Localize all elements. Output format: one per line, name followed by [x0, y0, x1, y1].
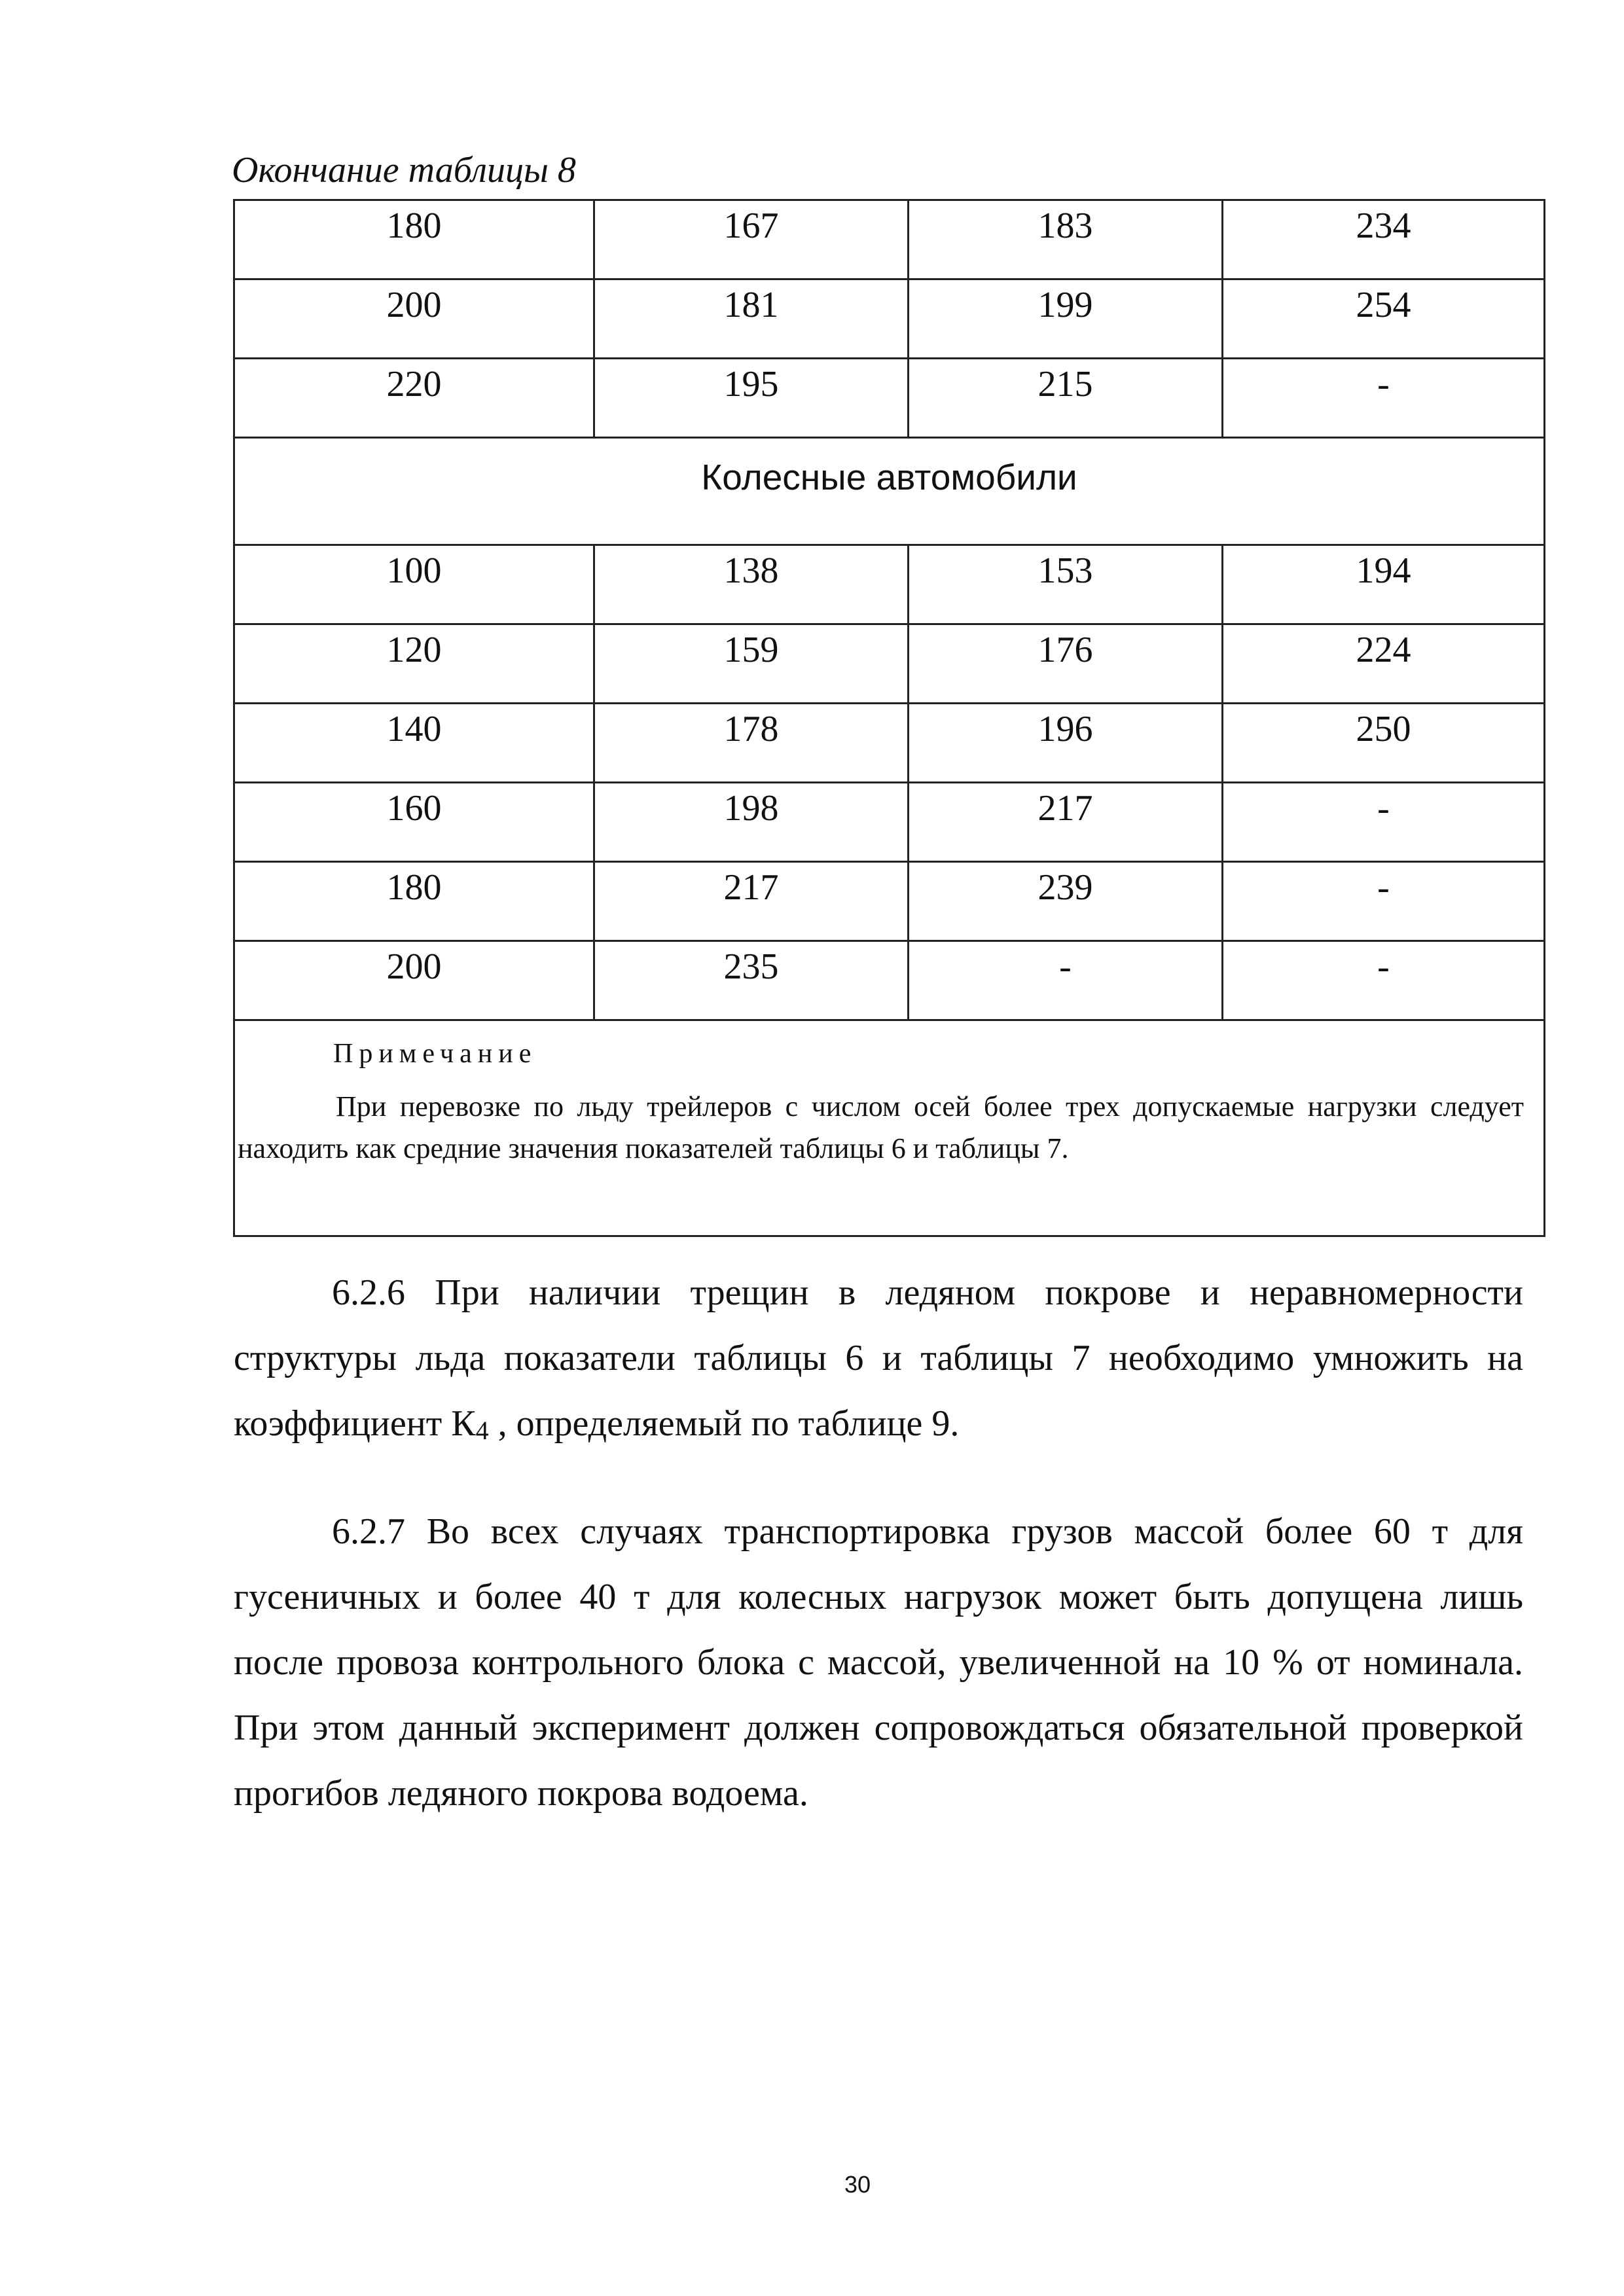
table-caption: Окончание таблицы 8 — [232, 150, 576, 190]
note-text: При перевозке по льду трейлеров с числом осей более трех допускаемые нагрузки следует находить как средние значения показателей таблицы 6 и таблицы 7. — [238, 1090, 1524, 1164]
table-cell: 199 — [909, 279, 1223, 359]
table-cell: 176 — [909, 624, 1223, 704]
table-cell: 224 — [1223, 624, 1545, 704]
table-row — [234, 862, 1545, 941]
table-cell: 217 — [594, 862, 909, 941]
table-row — [234, 783, 1545, 862]
table-cell: 250 — [1223, 704, 1545, 783]
group-header-row — [234, 438, 1545, 545]
table-row — [234, 279, 1545, 359]
table-row — [234, 704, 1545, 783]
table-cell: 234 — [1223, 200, 1545, 279]
table-cell: 254 — [1223, 279, 1545, 359]
table-cell: 220 — [234, 359, 594, 438]
table-cell: 200 — [234, 279, 594, 359]
note-cell — [234, 1020, 1545, 1236]
table-cell: 153 — [909, 545, 1223, 624]
table-row — [234, 359, 1545, 438]
table-row — [234, 941, 1545, 1020]
table-cell: 120 — [234, 624, 594, 704]
load-table — [233, 199, 1545, 1237]
table-cell: 167 — [594, 200, 909, 279]
table-cell: 180 — [234, 200, 594, 279]
table-cell: 195 — [594, 359, 909, 438]
table-cell: - — [1223, 862, 1545, 941]
paragraph-6-2-7: 6.2.7 Во всех случаях транспортировка грузов массой более 60 т для гусеничных и более 40 т для колесных нагрузок может быть допущена лишь после провоза контрольного блока с массой, увеличенной на 10 % от номинала. При этом данный эксперимент должен сопровождаться обязательной проверкой прогибов ледяного покрова водоема. — [234, 1511, 1523, 1814]
table-cell: 138 — [594, 545, 909, 624]
table-cell: 159 — [594, 624, 909, 704]
table-cell: 180 — [234, 862, 594, 941]
table-row — [234, 200, 1545, 279]
group-header-wheeled-vehicles: Колесные автомобили — [234, 438, 1545, 545]
paragraph-text: , определяемый по таблице 9. — [488, 1403, 960, 1444]
table-cell: 217 — [909, 783, 1223, 862]
table-cell: 140 — [234, 704, 594, 783]
table-cell: 198 — [594, 783, 909, 862]
table-cell: 194 — [1223, 545, 1545, 624]
table-cell: 196 — [909, 704, 1223, 783]
paragraph-text: 6.2.6 При наличии трещин в ледяном покрове и неравномерности структуры льда показатели таблицы 6 и таблицы 7 необходимо умножить на коэффициент К — [234, 1272, 1523, 1444]
table-cell: 160 — [234, 783, 594, 862]
table-cell: 200 — [234, 941, 594, 1020]
table-cell: 235 — [594, 941, 909, 1020]
table-cell: 183 — [909, 200, 1223, 279]
note-row — [234, 1020, 1545, 1236]
table-cell: - — [1223, 783, 1545, 862]
table-row — [234, 545, 1545, 624]
table-cell: 181 — [594, 279, 909, 359]
subscript-index: 4 — [475, 1416, 489, 1445]
table-cell: 100 — [234, 545, 594, 624]
table-cell: - — [1223, 941, 1545, 1020]
table-cell: - — [909, 941, 1223, 1020]
table-cell: 239 — [909, 862, 1223, 941]
table-cell: 215 — [909, 359, 1223, 438]
table-cell: - — [1223, 359, 1545, 438]
paragraph-6-2-6 — [234, 1260, 1523, 1456]
page-number: 30 — [844, 2171, 871, 2198]
table-row — [234, 624, 1545, 704]
table-cell: 178 — [594, 704, 909, 783]
note-title: Примечание — [333, 1039, 537, 1069]
